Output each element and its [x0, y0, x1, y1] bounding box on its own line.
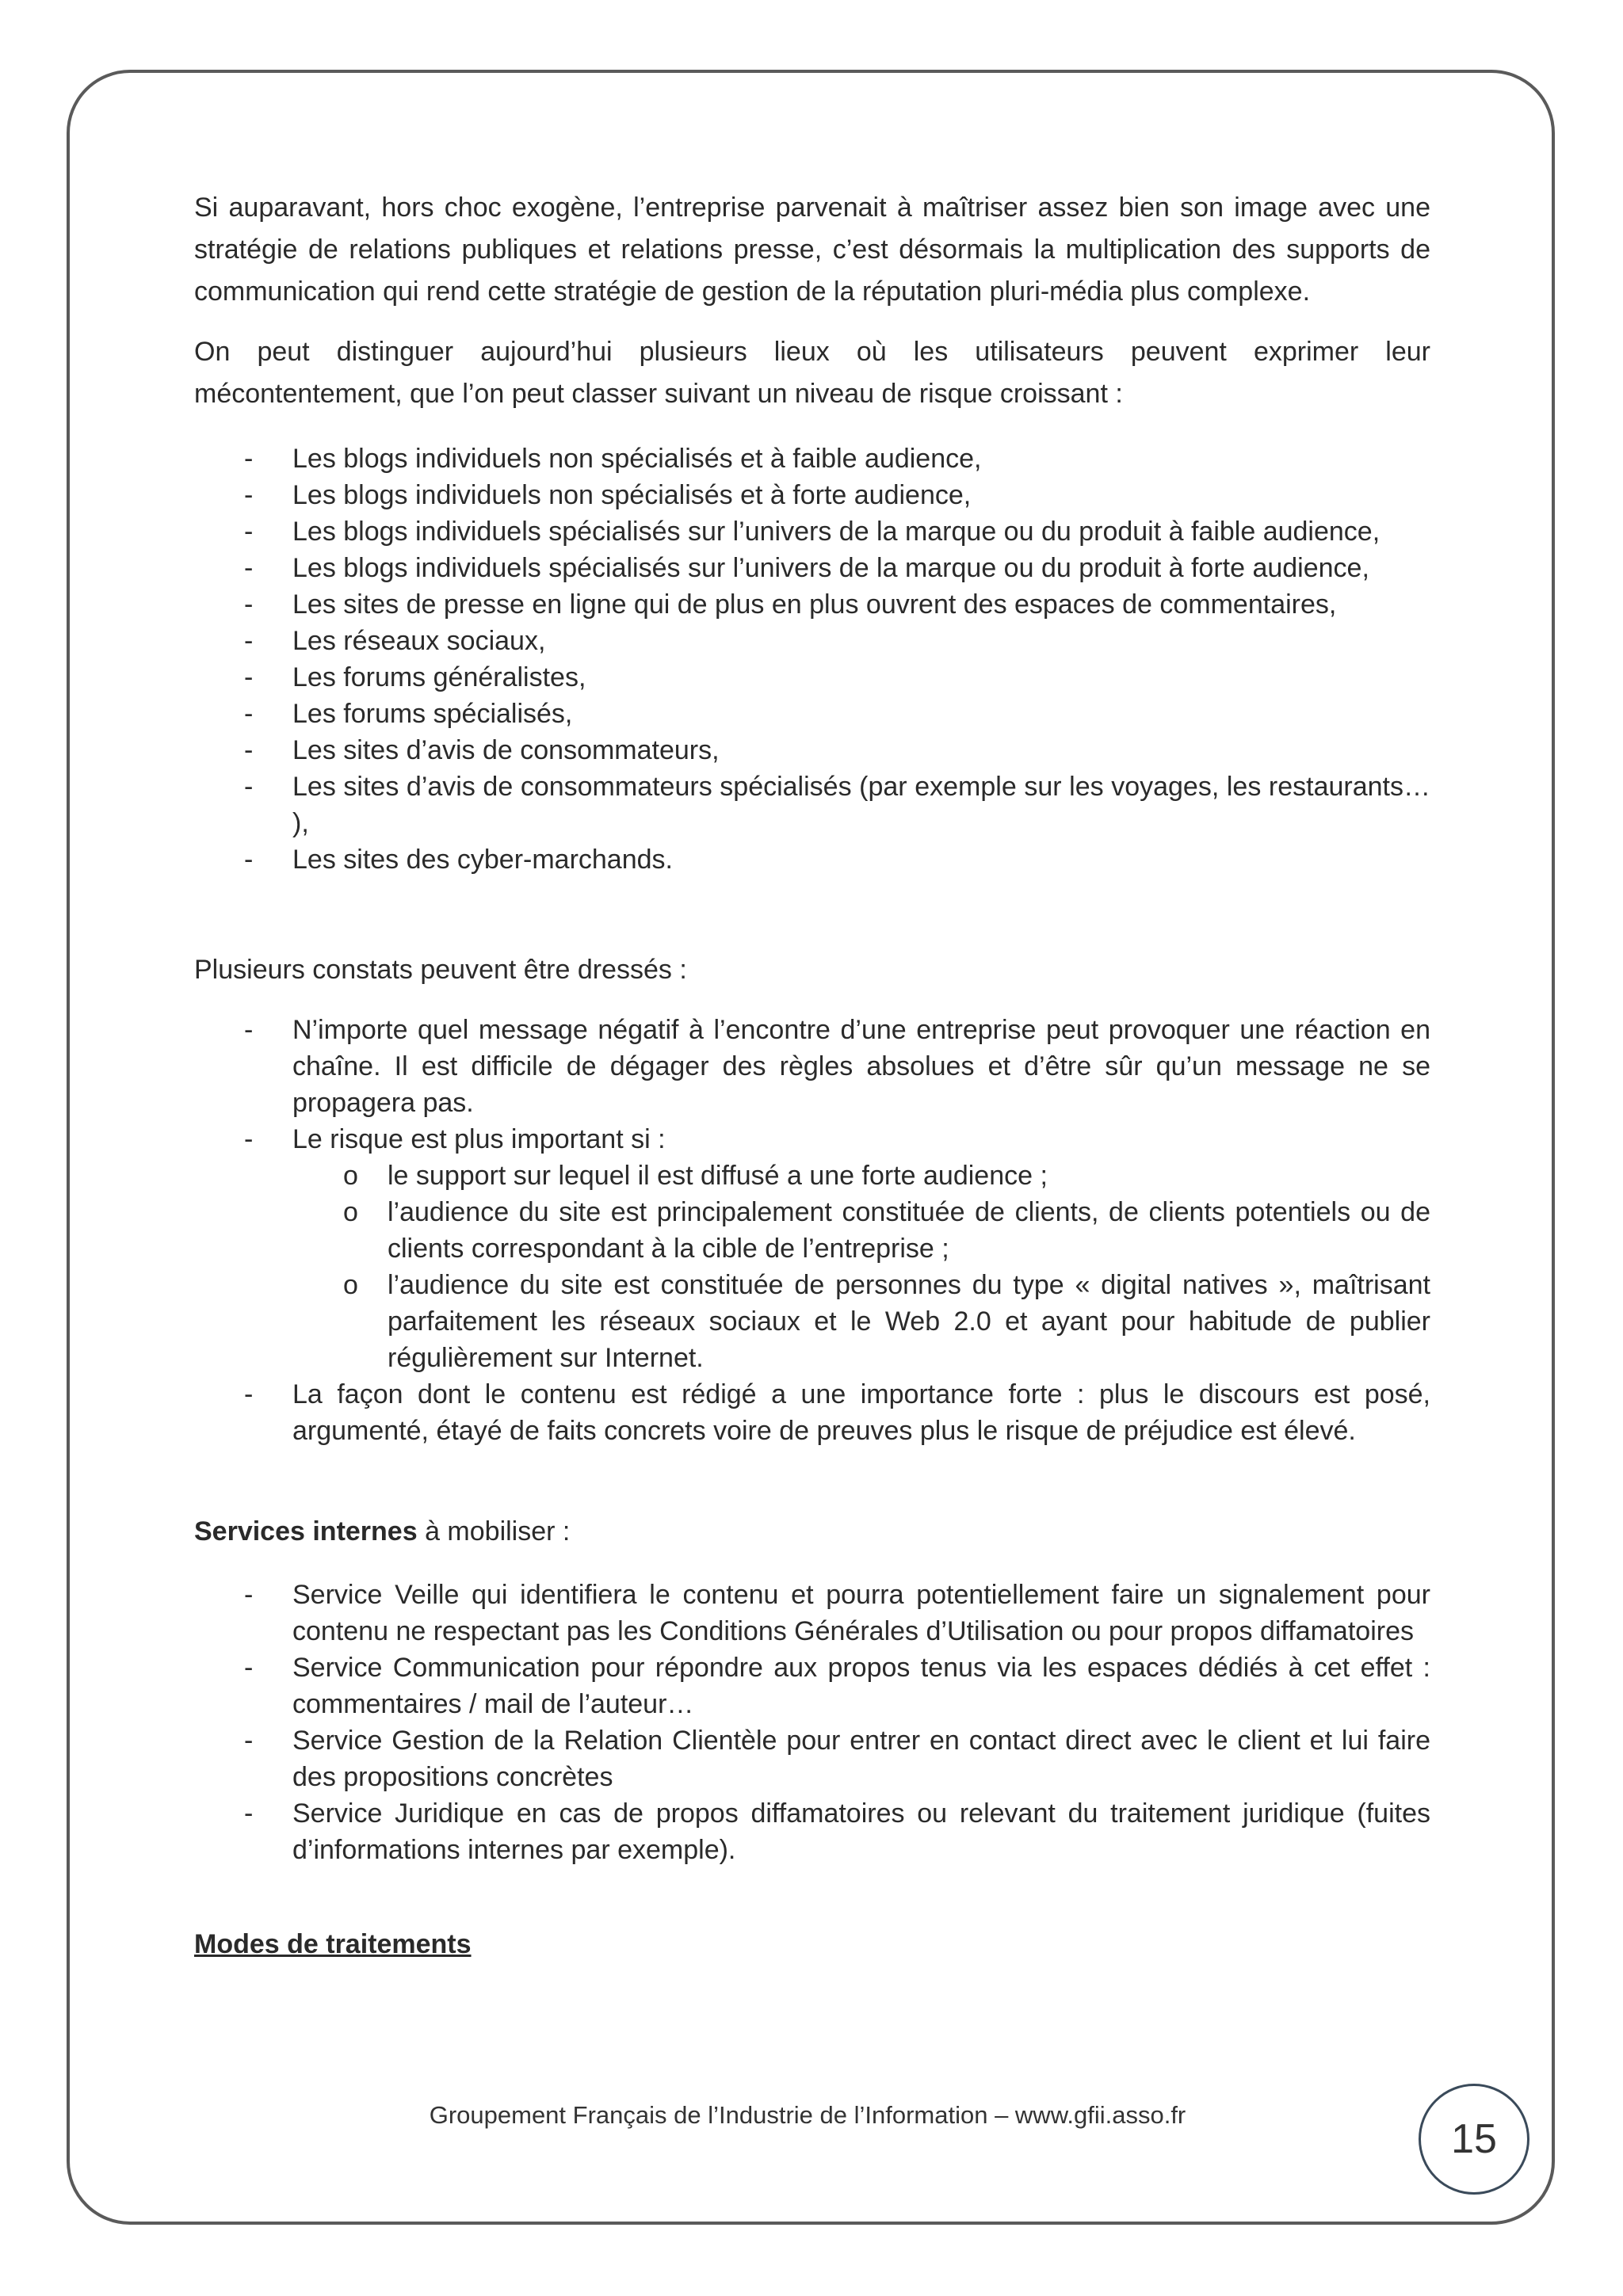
modes-heading: Modes de traitements — [194, 1929, 472, 1959]
list-item: - Les sites d’avis de consommateurs spécialisés (par exemple sur les voyages, les restaurants… ), — [194, 769, 1430, 841]
services-heading-bold: Services internes — [194, 1516, 418, 1547]
list-item — [194, 1121, 1430, 1376]
list-item: - N’importe quel message négatif à l’encontre d’une entreprise peut provoquer une réaction en chaîne. Il est difficile de dégager des règles absolues et d’être sûr qu’un message ne se propagera pas. — [194, 1012, 1430, 1121]
sub-list-item-text: o le support sur lequel il est diffusé a une forte audience ; — [388, 1161, 1048, 1191]
sub-list-item — [194, 1158, 1430, 1194]
list-item: - Les blogs individuels spécialisés sur l’univers de la marque ou du produit à faible audience, — [194, 513, 1430, 550]
risk-conditions-list — [292, 1158, 1430, 1376]
list-item: - Service Gestion de la Relation Clientèle pour entrer en contact direct avec le client et lui faire des propositions concrètes — [194, 1722, 1430, 1795]
services-heading-rest: à mobiliser : — [417, 1516, 571, 1547]
footer-text: Groupement Français de l’Industrie de l’Information – www.gfii.asso.fr — [429, 2101, 1186, 2129]
constats-list — [194, 1012, 1430, 1449]
sub-list-item — [194, 1194, 1430, 1267]
sub-list-item — [194, 1267, 1430, 1376]
intro-paragraph: Si auparavant, hors choc exogène, l’entreprise parvenait à maîtriser assez bien son image avec une stratégie de relations publiques et relations presse, c’est désormais la multiplication des supports de communication qui rend cette stratégie de gestion de la réputation pluri-média plus complexe. — [194, 193, 1430, 307]
list-item: - Les réseaux sociaux, — [194, 623, 1430, 659]
list-item: - Les blogs individuels non spécialisés et à faible audience, — [194, 441, 1430, 477]
risk-places-list — [194, 441, 1430, 878]
list-item: - La façon dont le contenu est rédigé a une importance forte : plus le discours est posé, argumenté, étayé de faits concrets voire de preuves plus le risque de préjudice est élevé. — [194, 1376, 1430, 1449]
services-heading — [194, 1511, 1430, 1553]
list-item: - Les sites des cyber-marchands. — [194, 841, 1430, 878]
list-item: - Service Veille qui identifiera le contenu et pourra potentiellement faire un signalement pour contenu ne respectant pas les Conditions Générales d’Utilisation ou pour propos diffamatoires — [194, 1577, 1430, 1650]
sub-list-item-text: o l’audience du site est constituée de personnes du type « digital natives », maîtrisant parfaitement les réseaux sociaux et le Web 2.0 et ayant pour habitude de publier régulièrement sur Internet. — [388, 1270, 1430, 1373]
list-item-text: Le risque est plus important si : — [292, 1124, 666, 1154]
list-item: - Les forums généralistes, — [194, 659, 1430, 696]
list-item: - Service Juridique en cas de propos diffamatoires ou relevant du traitement juridique (fuites d’informations internes par exemple). — [194, 1795, 1430, 1868]
list-item: - Les sites de presse en ligne qui de plus en plus ouvrent des espaces de commentaires, — [194, 586, 1430, 623]
list-item: - Les forums spécialisés, — [194, 696, 1430, 732]
distinguish-paragraph: On peut distinguer aujourd’hui plusieurs lieux où les utilisateurs peuvent exprimer leur mécontentement, que l’on peut classer suivant un niveau de risque croissant : — [194, 337, 1430, 409]
page-footer — [0, 2101, 1623, 2130]
list-item: - Les blogs individuels non spécialisés et à forte audience, — [194, 477, 1430, 513]
sub-list-item-text: o l’audience du site est principalement constituée de clients, de clients potentiels ou de clients correspondant à la cible de l’entreprise ; — [388, 1197, 1430, 1264]
list-item: - Les blogs individuels spécialisés sur l’univers de la marque ou du produit à forte audience, — [194, 550, 1430, 586]
document-body — [194, 187, 1430, 1966]
list-item: - Service Communication pour répondre aux propos tenus via les espaces dédiés à cet effet : commentaires / mail de l’auteur… — [194, 1650, 1430, 1722]
list-item: - Les sites d’avis de consommateurs, — [194, 732, 1430, 769]
services-list — [194, 1577, 1430, 1868]
constats-intro: Plusieurs constats peuvent être dressés : — [194, 955, 687, 985]
page-number: 15 — [1419, 2084, 1529, 2195]
